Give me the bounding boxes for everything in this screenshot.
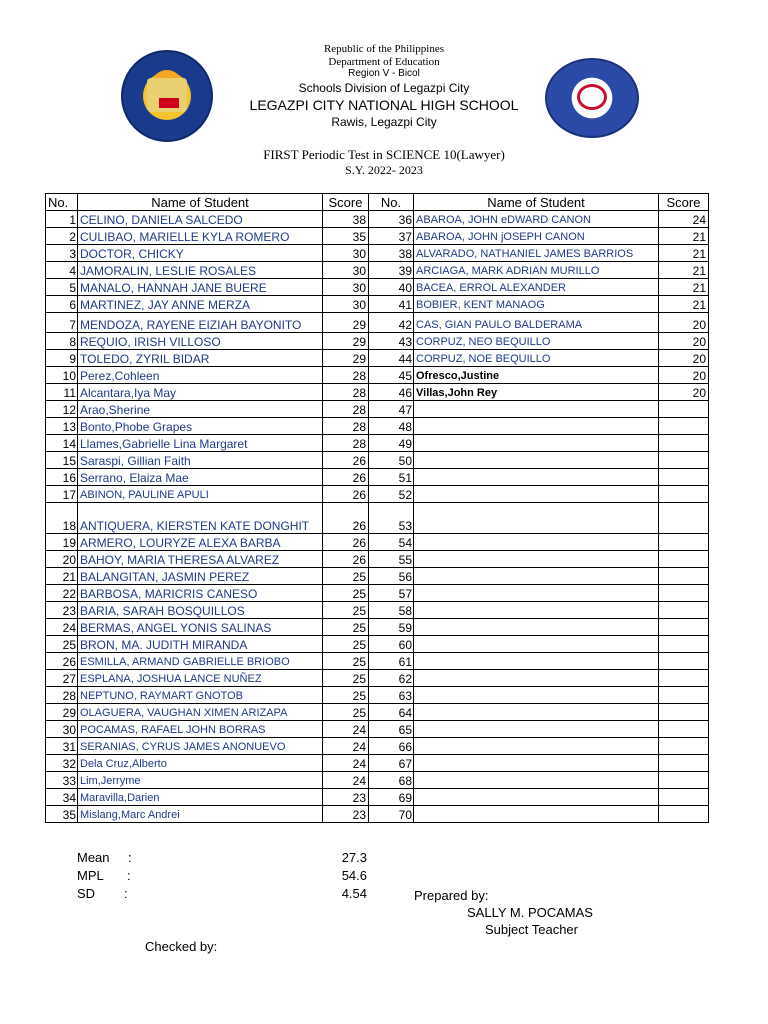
student-name-cell: ANTIQUERA, KIERSTEN KATE DONGHIT (78, 503, 323, 534)
student-score-cell (659, 806, 709, 823)
table-row (46, 704, 709, 721)
student-name-cell: CELINO, DANIELA SALCEDO (78, 211, 323, 228)
student-name-cell (414, 653, 659, 670)
student-name-cell: Mislang,Marc Andrei (78, 806, 323, 823)
student-name-cell (414, 486, 659, 503)
student-score-cell: 26 (323, 551, 369, 568)
student-score-cell: 21 (659, 279, 709, 296)
student-number-cell: 31 (46, 738, 78, 755)
student-name-cell (414, 401, 659, 418)
student-number-cell: 8 (46, 333, 78, 350)
table-row (46, 333, 709, 350)
student-name-cell (414, 534, 659, 551)
student-score-cell (659, 721, 709, 738)
student-number-cell: 18 (46, 503, 78, 534)
student-number-cell: 11 (46, 384, 78, 401)
teacher-name: SALLY M. POCAMAS (467, 905, 593, 920)
student-number-cell: 14 (46, 435, 78, 452)
student-number-cell: 50 (369, 452, 414, 469)
table-row (46, 435, 709, 452)
student-score-cell: 26 (323, 503, 369, 534)
student-name-cell (414, 452, 659, 469)
student-name-cell: ARCIAGA, MARK ADRIAN MURILLO (414, 262, 659, 279)
student-score-cell: 25 (323, 670, 369, 687)
student-score-cell (659, 551, 709, 568)
student-name-cell: SERANIAS, CYRUS JAMES ANONUEVO (78, 738, 323, 755)
student-score-cell: 25 (323, 687, 369, 704)
mean-label: Mean (77, 850, 110, 865)
student-name-cell: Arao,Sherine (78, 401, 323, 418)
student-score-cell: 25 (323, 619, 369, 636)
student-number-cell: 36 (369, 211, 414, 228)
table-row (46, 367, 709, 384)
republic-line: Republic of the Philippines (323, 43, 445, 55)
sd-label: SD (77, 886, 96, 901)
student-number-cell: 20 (46, 551, 78, 568)
student-score-cell (659, 452, 709, 469)
table-row (46, 738, 709, 755)
student-name-cell: MANALO, HANNAH JANE BUERE (78, 279, 323, 296)
student-number-cell: 59 (369, 619, 414, 636)
student-name-cell (414, 435, 659, 452)
student-number-cell: 37 (369, 228, 414, 245)
student-name-cell: CORPUZ, NOE BEQUILLO (414, 350, 659, 367)
student-score-cell: 23 (323, 806, 369, 823)
student-score-cell: 29 (323, 333, 369, 350)
student-name-cell: BRON, MA. JUDITH MIRANDA (78, 636, 323, 653)
table-row (46, 384, 709, 401)
table-row (46, 262, 709, 279)
student-number-cell: 38 (369, 245, 414, 262)
table-row (46, 503, 709, 534)
student-score-cell: 21 (659, 296, 709, 313)
student-number-cell: 16 (46, 469, 78, 486)
student-number-cell: 28 (46, 687, 78, 704)
student-name-cell: JAMORALIN, LESLIE ROSALES (78, 262, 323, 279)
student-number-cell: 21 (46, 568, 78, 585)
table-row (46, 619, 709, 636)
student-score-cell: 25 (323, 636, 369, 653)
student-number-cell: 32 (46, 755, 78, 772)
table-row (46, 245, 709, 262)
student-number-cell: 19 (46, 534, 78, 551)
student-name-cell: POCAMAS, RAFAEL JOHN BORRAS (78, 721, 323, 738)
student-name-cell (414, 806, 659, 823)
table-row (46, 401, 709, 418)
student-number-cell: 67 (369, 755, 414, 772)
student-name-cell: Alcantara,Iya May (78, 384, 323, 401)
table-row (46, 806, 709, 823)
table-row (46, 228, 709, 245)
column-header-name: Name of Student (414, 194, 659, 211)
column-header-score: Score (323, 194, 369, 211)
student-name-cell: BACEA, ERROL ALEXANDER (414, 279, 659, 296)
student-number-cell: 70 (369, 806, 414, 823)
table-row (46, 486, 709, 503)
student-score-cell (659, 568, 709, 585)
student-name-cell: Serrano, Elaiza Mae (78, 469, 323, 486)
student-score-cell: 35 (323, 228, 369, 245)
student-number-cell: 49 (369, 435, 414, 452)
sd-value: 4.54 (341, 886, 367, 901)
student-score-cell (659, 670, 709, 687)
student-name-cell: NEPTUNO, RAYMART GNOTOB (78, 687, 323, 704)
student-name-cell: ABAROA, JOHN jOSEPH CANON (414, 228, 659, 245)
student-number-cell: 43 (369, 333, 414, 350)
student-number-cell: 26 (46, 653, 78, 670)
table-row (46, 551, 709, 568)
table-row (46, 279, 709, 296)
student-score-cell: 38 (323, 211, 369, 228)
student-score-cell (659, 503, 709, 534)
student-score-cell: 20 (659, 350, 709, 367)
student-score-cell (659, 585, 709, 602)
student-number-cell: 12 (46, 401, 78, 418)
student-number-cell: 61 (369, 653, 414, 670)
student-score-cell: 26 (323, 469, 369, 486)
student-number-cell: 45 (369, 367, 414, 384)
student-score-cell (659, 653, 709, 670)
student-score-cell: 29 (323, 313, 369, 333)
prepared-by-label: Prepared by: (414, 888, 489, 903)
student-number-cell: 57 (369, 585, 414, 602)
student-number-cell: 60 (369, 636, 414, 653)
student-number-cell: 34 (46, 789, 78, 806)
student-number-cell: 51 (369, 469, 414, 486)
student-name-cell: CULIBAO, MARIELLE KYLA ROMERO (78, 228, 323, 245)
student-score-cell: 24 (323, 755, 369, 772)
table-row (46, 418, 709, 435)
student-number-cell: 44 (369, 350, 414, 367)
student-name-cell: BERMAS, ANGEL YONIS SALINAS (78, 619, 323, 636)
student-number-cell: 46 (369, 384, 414, 401)
table-row (46, 469, 709, 486)
student-number-cell: 29 (46, 704, 78, 721)
table-row (46, 687, 709, 704)
student-number-cell: 9 (46, 350, 78, 367)
student-score-cell (659, 772, 709, 789)
student-name-cell: ARMERO, LOURYZE ALEXA BARBA (78, 534, 323, 551)
table-header-row (46, 194, 709, 211)
department-line: Department of Education (328, 56, 440, 68)
student-number-cell: 30 (46, 721, 78, 738)
school-year: S.Y. 2022- 2023 (345, 163, 423, 177)
table-row (46, 602, 709, 619)
student-score-cell: 28 (323, 401, 369, 418)
table-row (46, 211, 709, 228)
column-header-score: Score (659, 194, 709, 211)
table-row (46, 534, 709, 551)
checked-by-label: Checked by: (145, 939, 218, 954)
student-score-cell: 24 (323, 721, 369, 738)
student-score-cell (659, 469, 709, 486)
student-score-cell: 21 (659, 262, 709, 279)
student-score-cell (659, 401, 709, 418)
student-score-cell (659, 738, 709, 755)
student-score-cell (659, 486, 709, 503)
mpl-label: MPL (77, 868, 104, 883)
student-score-cell: 20 (659, 333, 709, 350)
student-score-cell (659, 619, 709, 636)
student-name-cell (414, 619, 659, 636)
student-score-cell: 21 (659, 245, 709, 262)
student-name-cell: DOCTOR, CHICKY (78, 245, 323, 262)
student-score-cell: 26 (323, 452, 369, 469)
student-number-cell: 62 (369, 670, 414, 687)
student-score-cell: 24 (323, 772, 369, 789)
student-name-cell (414, 418, 659, 435)
teacher-title: Subject Teacher (485, 922, 578, 937)
student-name-cell (414, 721, 659, 738)
student-score-cell: 20 (659, 313, 709, 333)
table-row (46, 585, 709, 602)
student-name-cell: Bonto,Phobe Grapes (78, 418, 323, 435)
student-number-cell: 48 (369, 418, 414, 435)
student-number-cell: 63 (369, 687, 414, 704)
student-number-cell: 35 (46, 806, 78, 823)
student-name-cell (414, 585, 659, 602)
student-name-cell: Dela Cruz,Alberto (78, 755, 323, 772)
student-name-cell (414, 738, 659, 755)
student-name-cell (414, 670, 659, 687)
student-name-cell: Villas,John Rey (414, 384, 659, 401)
student-name-cell (414, 687, 659, 704)
student-score-cell: 25 (323, 585, 369, 602)
student-number-cell: 66 (369, 738, 414, 755)
student-score-cell (659, 704, 709, 721)
student-number-cell: 13 (46, 418, 78, 435)
student-name-cell: BARIA, SARAH BOSQUILLOS (78, 602, 323, 619)
student-number-cell: 58 (369, 602, 414, 619)
student-name-cell (414, 551, 659, 568)
student-name-cell (414, 636, 659, 653)
student-name-cell: ESPLANA, JOSHUA LANCE NUÑEZ (78, 670, 323, 687)
student-name-cell (414, 789, 659, 806)
student-score-cell (659, 435, 709, 452)
test-title: FIRST Periodic Test in SCIENCE 10(Lawyer) (263, 147, 505, 162)
student-number-cell: 5 (46, 279, 78, 296)
student-name-cell: BOBIER, KENT MANAOG (414, 296, 659, 313)
student-name-cell: ALVARADO, NATHANIEL JAMES BARRIOS (414, 245, 659, 262)
school-name: LEGAZPI CITY NATIONAL HIGH SCHOOL (249, 97, 519, 113)
table-row (46, 568, 709, 585)
student-score-cell: 20 (659, 367, 709, 384)
student-number-cell: 22 (46, 585, 78, 602)
school-address: Rawis, Legazpi City (331, 115, 437, 129)
student-name-cell (414, 503, 659, 534)
column-header-no: No. (46, 194, 78, 211)
student-number-cell: 53 (369, 503, 414, 534)
student-number-cell: 1 (46, 211, 78, 228)
mpl-value: 54.6 (341, 868, 367, 883)
student-score-cell (659, 636, 709, 653)
table-row (46, 452, 709, 469)
student-score-cell: 24 (323, 738, 369, 755)
mean-value: 27.3 (341, 850, 367, 865)
table-row (46, 653, 709, 670)
student-score-cell: 25 (323, 602, 369, 619)
student-name-cell: MENDOZA, RAYENE EIZIAH BAYONITO (78, 313, 323, 333)
column-header-no: No. (369, 194, 414, 211)
student-name-cell: Perez,Cohleen (78, 367, 323, 384)
student-number-cell: 39 (369, 262, 414, 279)
column-header-name: Name of Student (78, 194, 323, 211)
student-score-cell: 28 (323, 435, 369, 452)
table-row (46, 789, 709, 806)
student-number-cell: 23 (46, 602, 78, 619)
student-name-cell (414, 704, 659, 721)
student-name-cell (414, 772, 659, 789)
student-score-cell: 30 (323, 279, 369, 296)
student-name-cell (414, 602, 659, 619)
student-name-cell: CAS, GIAN PAULO BALDERAMA (414, 313, 659, 333)
student-name-cell: Llames,Gabrielle Lina Margaret (78, 435, 323, 452)
student-number-cell: 3 (46, 245, 78, 262)
student-number-cell: 4 (46, 262, 78, 279)
student-name-cell: BALANGITAN, JASMIN PEREZ (78, 568, 323, 585)
student-name-cell (414, 755, 659, 772)
student-number-cell: 15 (46, 452, 78, 469)
student-name-cell: TOLEDO, ZYRIL BIDAR (78, 350, 323, 367)
student-score-cell: 28 (323, 384, 369, 401)
student-score-cell: 29 (323, 350, 369, 367)
student-score-cell: 26 (323, 486, 369, 503)
student-score-cell (659, 755, 709, 772)
student-name-cell: Saraspi, Gillian Faith (78, 452, 323, 469)
student-score-cell: 23 (323, 789, 369, 806)
student-number-cell: 55 (369, 551, 414, 568)
student-name-cell: OLAGUERA, VAUGHAN XIMEN ARIZAPA (78, 704, 323, 721)
table-row (46, 350, 709, 367)
student-score-cell: 28 (323, 367, 369, 384)
student-score-cell: 30 (323, 262, 369, 279)
student-score-cell (659, 789, 709, 806)
student-number-cell: 2 (46, 228, 78, 245)
student-name-cell: BARBOSA, MARICRIS CANESO (78, 585, 323, 602)
division-line: Schools Division of Legazpi City (298, 81, 470, 95)
student-number-cell: 64 (369, 704, 414, 721)
student-score-cell (659, 418, 709, 435)
student-number-cell: 10 (46, 367, 78, 384)
student-number-cell: 47 (369, 401, 414, 418)
student-number-cell: 24 (46, 619, 78, 636)
table-row (46, 636, 709, 653)
student-name-cell: ESMILLA, ARMAND GABRIELLE BRIOBO (78, 653, 323, 670)
student-number-cell: 40 (369, 279, 414, 296)
mean-separator: : (128, 850, 132, 865)
table-row (46, 296, 709, 313)
student-score-cell: 24 (659, 211, 709, 228)
student-name-cell: Lim,Jerryme (78, 772, 323, 789)
student-score-cell: 25 (323, 568, 369, 585)
table-row (46, 670, 709, 687)
student-name-cell: CORPUZ, NEO BEQUILLO (414, 333, 659, 350)
student-number-cell: 17 (46, 486, 78, 503)
student-score-cell: 21 (659, 228, 709, 245)
student-number-cell: 6 (46, 296, 78, 313)
sd-separator: : (124, 886, 128, 901)
score-table (45, 193, 709, 823)
student-number-cell: 65 (369, 721, 414, 738)
student-name-cell: MARTINEZ, JAY ANNE MERZA (78, 296, 323, 313)
student-name-cell (414, 469, 659, 486)
student-number-cell: 33 (46, 772, 78, 789)
student-number-cell: 41 (369, 296, 414, 313)
student-score-cell (659, 687, 709, 704)
student-number-cell: 7 (46, 313, 78, 333)
student-number-cell: 69 (369, 789, 414, 806)
student-score-cell: 25 (323, 704, 369, 721)
student-score-cell (659, 534, 709, 551)
student-number-cell: 25 (46, 636, 78, 653)
region-line: Region V - Bicol (348, 68, 420, 79)
student-score-cell (659, 602, 709, 619)
student-name-cell: BAHOY, MARIA THERESA ALVAREZ (78, 551, 323, 568)
student-number-cell: 52 (369, 486, 414, 503)
mpl-separator: : (127, 868, 131, 883)
table-row (46, 772, 709, 789)
student-name-cell (414, 568, 659, 585)
student-number-cell: 42 (369, 313, 414, 333)
table-row (46, 313, 709, 333)
student-number-cell: 56 (369, 568, 414, 585)
student-number-cell: 54 (369, 534, 414, 551)
table-row (46, 721, 709, 738)
student-score-cell: 25 (323, 653, 369, 670)
student-score-cell: 26 (323, 534, 369, 551)
student-number-cell: 68 (369, 772, 414, 789)
student-name-cell: Maravilla,Darien (78, 789, 323, 806)
student-score-cell: 28 (323, 418, 369, 435)
student-score-cell: 20 (659, 384, 709, 401)
student-number-cell: 27 (46, 670, 78, 687)
student-name-cell: REQUIO, IRISH VILLOSO (78, 333, 323, 350)
table-row (46, 755, 709, 772)
student-score-cell: 30 (323, 296, 369, 313)
student-name-cell: ABINON, PAULINE APULI (78, 486, 323, 503)
student-name-cell: Ofresco,Justine (414, 367, 659, 384)
student-name-cell: ABAROA, JOHN eDWARD CANON (414, 211, 659, 228)
student-score-cell: 30 (323, 245, 369, 262)
